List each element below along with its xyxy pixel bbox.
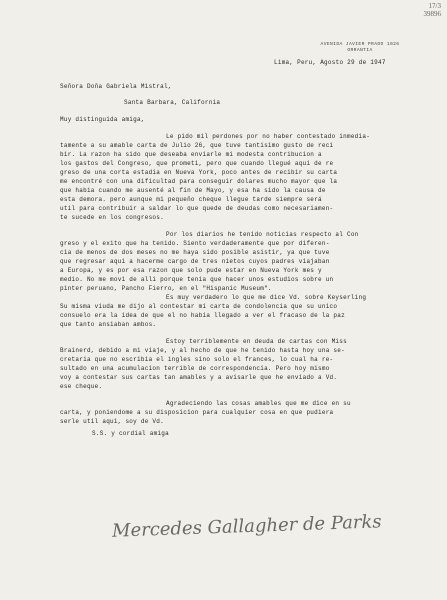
addressee-location: Santa Barbara, California [124, 99, 221, 106]
body-line: medio. No me movi de alli porque tenia que hacer unos estudios sobre un [60, 276, 334, 283]
letterhead-address: AVENIDA JAVIER PRADO 1026 [320, 42, 400, 47]
handwritten-signature: Mercedes Gallagher de Parks [111, 511, 382, 542]
body-line: Agradeciendo las cosas amables que me dice en su [166, 400, 351, 407]
body-line: los gastos del Congreso, que prometi, pero que cuando llegué aqui de re [60, 160, 334, 167]
letterhead [300, 42, 420, 54]
body-line: sultado en una acumulacion terrible de correspondencia. Pero hoy mismo [60, 365, 330, 372]
body-line: Su misma viuda me dijo al contestar mi carta de condolencia que su unico [60, 303, 338, 310]
body-line: Es muy verdadero lo que me dice Vd. sobre Keyserling [166, 294, 367, 301]
body-line: Por los diarios he tenido noticias respecto al Con [166, 231, 359, 238]
addressee-name: Señora Doña Gabriela Mistral, [60, 83, 172, 90]
body-line: que habia cuando me ausenté al fin de Mayo, y esa ha sido la causa de [60, 187, 326, 194]
closing-line: S.S. y cordial amiga [92, 430, 170, 437]
body-line: te sucede en los congresos. [60, 214, 164, 221]
body-line: greso y el exito que ha tenido. Siento verdaderamente que por diferen- [60, 240, 330, 247]
body-line: carta, y poniendome a su disposicion para cualquier cosa en que pudiera [60, 409, 334, 416]
body-line: Brainerd, debido a mi viaje, y al hecho de que he tenido hasta hoy una se- [60, 347, 345, 354]
archive-catalog-marks [424, 2, 442, 18]
body-line: a Europa, y es por esa razon que solo pude estar en Nueva York mes y [60, 267, 322, 274]
catalog-mark-1: 17/3 [428, 2, 441, 10]
body-line: me encontré con una dificultad para conseguir dolares mucho mayor que la [60, 178, 338, 185]
body-line: serle util aqui, soy de Vd. [60, 418, 164, 425]
body-line: Le pido mil perdones por no haber contestado inmedia- [166, 133, 371, 140]
body-line: util para contribuir a saldar lo que quede de deudas como necesariamen- [60, 205, 334, 212]
body-line: cretaria que no escribia el ingles sino solo el frances, lo cual ha re- [60, 356, 334, 363]
body-line: greso de una corta estadía en Nueva York, poco antes de recibir su carta [60, 169, 338, 176]
body-line: pinter peruano, Pancho Fierro, en el "Hispanic Museum". [60, 285, 272, 292]
catalog-mark-2: 39896 [423, 10, 441, 18]
body-line: esta demora. pero aunque mi pequeño cheque llegue tarde siempre será [60, 196, 322, 203]
body-line: bir. La razon ha sido que deseaba enviarle mi modesta contribucion a [60, 151, 322, 158]
body-line: voy a contestar sus cartas tan amables y a avisarle que he enviado a Vd. [60, 374, 338, 381]
body-line: ese cheque. [60, 383, 103, 390]
body-line: consuelo era la idea de que el no habia llegado a ver el fracaso de la paz [60, 312, 345, 319]
salutation: Muy distinguida amiga, [60, 116, 145, 123]
body-line: cia de menos de dos meses no me haya sido posible asistir, ya que tuve [60, 249, 330, 256]
body-line: que tanto ansiaban ambos. [60, 321, 157, 328]
letterhead-district: ORRANTIA [347, 48, 373, 53]
body-line: tamente a su amable carta de Julio 26, que tuve tantisimo gusto de reci [60, 142, 334, 149]
body-line: que regresar aqui a hacerme cargo de tres nietos cuyos padres viajaban [60, 258, 330, 265]
date-line: Lima, Peru, Agosto 29 de 1947 [274, 59, 386, 66]
body-line: Estoy terriblemente en deuda de cartas con Miss [166, 338, 347, 345]
